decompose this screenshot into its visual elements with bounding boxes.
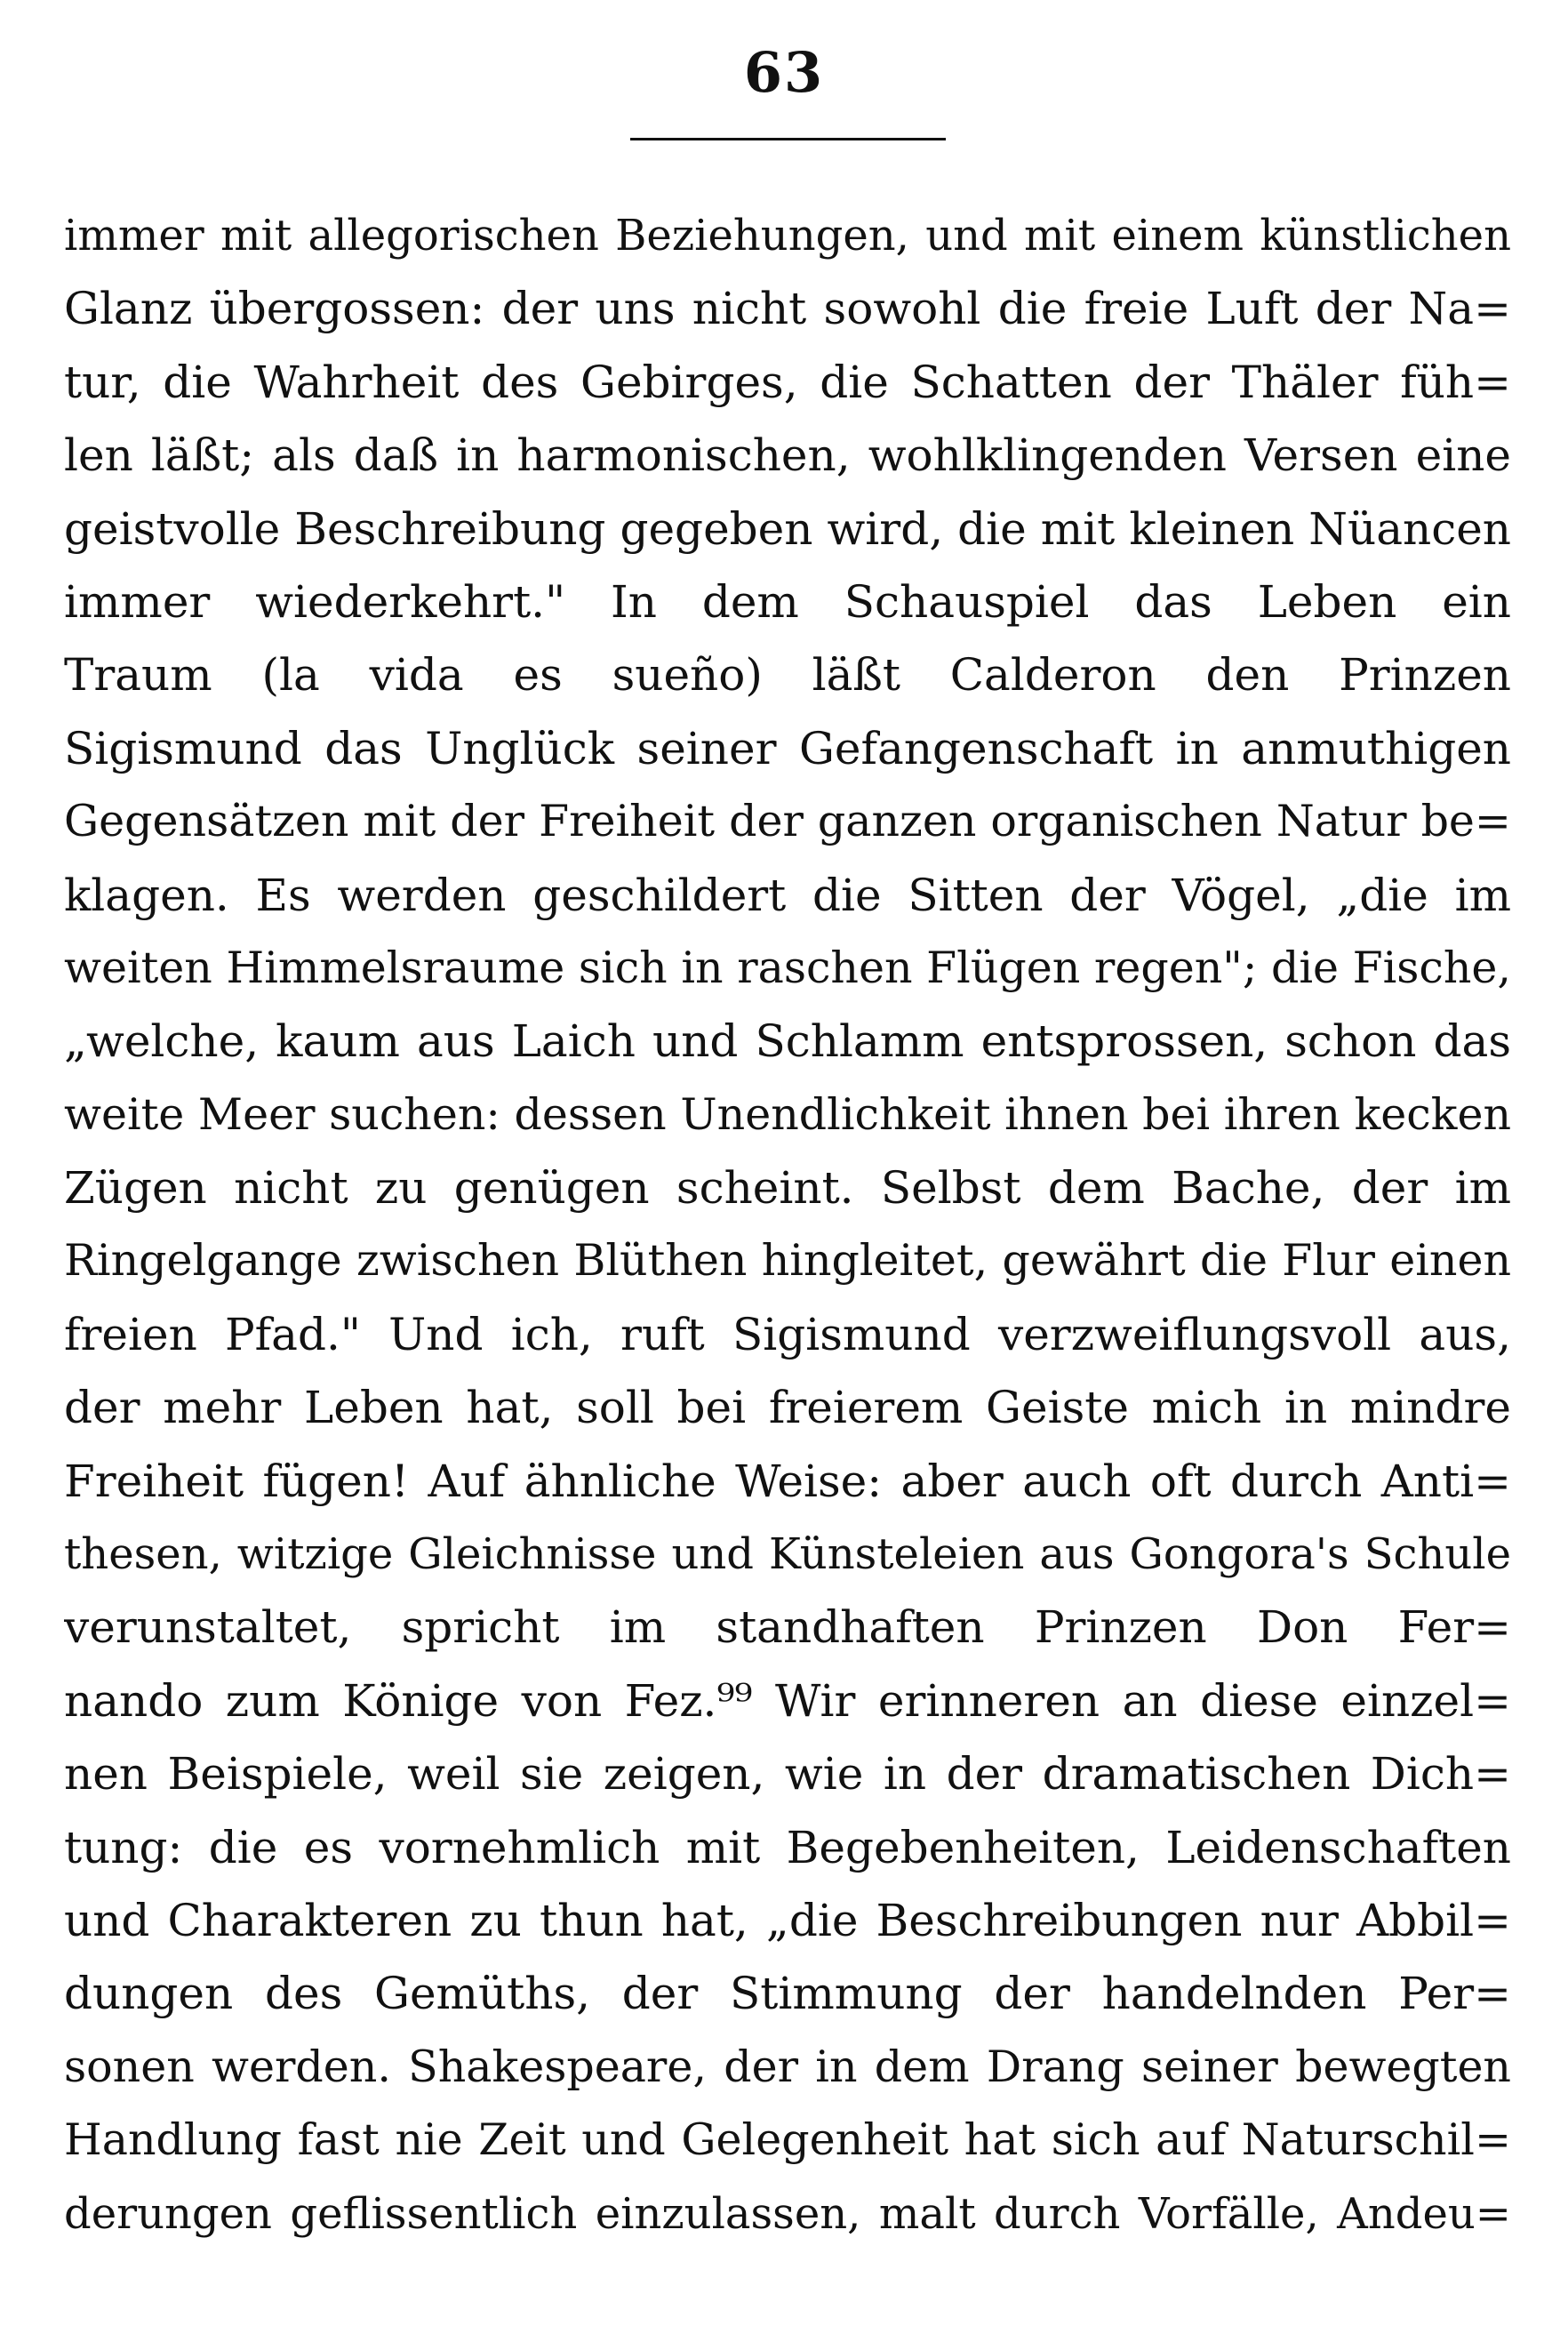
text-line: und Charakteren zu thun hat, „die Beschreibungen nur Abbil=	[64, 1894, 1511, 1946]
page-number: 63	[743, 40, 825, 105]
text-line: Glanz übergossen: der uns nicht sowohl die freie Luft der Na=	[64, 283, 1511, 335]
text-line: klagen. Es werden geschildert die Sitten der Vögel, „die im	[64, 869, 1511, 921]
text-line: nando zum Könige von Fez.⁹⁹ Wir erinneren an diese einzel=	[64, 1674, 1511, 1727]
text-line: Zügen nicht zu genügen scheint. Selbst dem Bache, der im	[64, 1162, 1511, 1215]
text-line: Sigismund das Unglück seiner Gefangenschaft in anmuthigen	[64, 722, 1511, 774]
text-line: immer wiederkehrt." In dem Schauspiel das Leben ein	[64, 575, 1511, 628]
text-line: Gegensätzen mit der Freiheit der ganzen organischen Natur be=	[64, 796, 1511, 847]
text-line: nen Beispiele, weil sie zeigen, wie in der dramatischen Dich=	[64, 1748, 1511, 1801]
text-line: thesen, witzige Gleichnisse und Künsteleien aus Gongora's Schule	[64, 1529, 1511, 1580]
text-line: sonen werden. Shakespeare, der in dem Drang seiner bewegten	[64, 2041, 1511, 2092]
body-text	[64, 199, 1511, 2250]
text-line: immer mit allegorischen Beziehungen, und mit einem künstlichen	[64, 211, 1511, 261]
text-line: verunstaltet, spricht im standhaften Prinzen Don Fer=	[64, 1601, 1511, 1654]
text-line: „welche, kaum aus Laich und Schlamm entsprossen, schon das	[64, 1015, 1511, 1068]
text-line: Traum (la vida es sueño) läßt Calderon den Prinzen	[64, 649, 1511, 702]
text-line: Ringelgange zwischen Blüthen hingleitet, gewährt die Flur einen	[64, 1235, 1511, 1287]
text-line: weiten Himmelsraume sich in raschen Flügen regen"; die Fische,	[64, 942, 1511, 993]
header-rule	[630, 138, 946, 140]
text-line: Freiheit fügen! Auf ähnliche Weise: aber auch oft durch Anti=	[64, 1455, 1511, 1507]
text-line: freien Pfad." Und ich, ruft Sigismund verzweiflungsvoll aus,	[64, 1308, 1511, 1360]
text-line: len läßt; als daß in harmonischen, wohlklingenden Versen eine	[64, 429, 1511, 482]
text-line: Handlung fast nie Zeit und Gelegenheit hat sich auf Naturschil=	[64, 2114, 1511, 2166]
text-line: tur, die Wahrheit des Gebirges, die Schatten der Thäler füh=	[64, 356, 1511, 408]
text-line: dungen des Gemüths, der Stimmung der handelnden Per=	[64, 1968, 1511, 2020]
text-line: weite Meer suchen: dessen Unendlichkeit ihnen bei ihren kecken	[64, 1088, 1511, 1140]
text-line: derungen geflissentlich einzulassen, malt durch Vorfälle, Andeu=	[64, 2188, 1511, 2239]
text-line: der mehr Leben hat, soll bei freierem Geiste mich in mindre	[64, 1382, 1511, 1434]
text-line: geistvolle Beschreibung gegeben wird, die mit kleinen Nüancen	[64, 502, 1511, 555]
text-line: tung: die es vornehmlich mit Begebenheiten, Leidenschaften	[64, 1821, 1511, 1873]
